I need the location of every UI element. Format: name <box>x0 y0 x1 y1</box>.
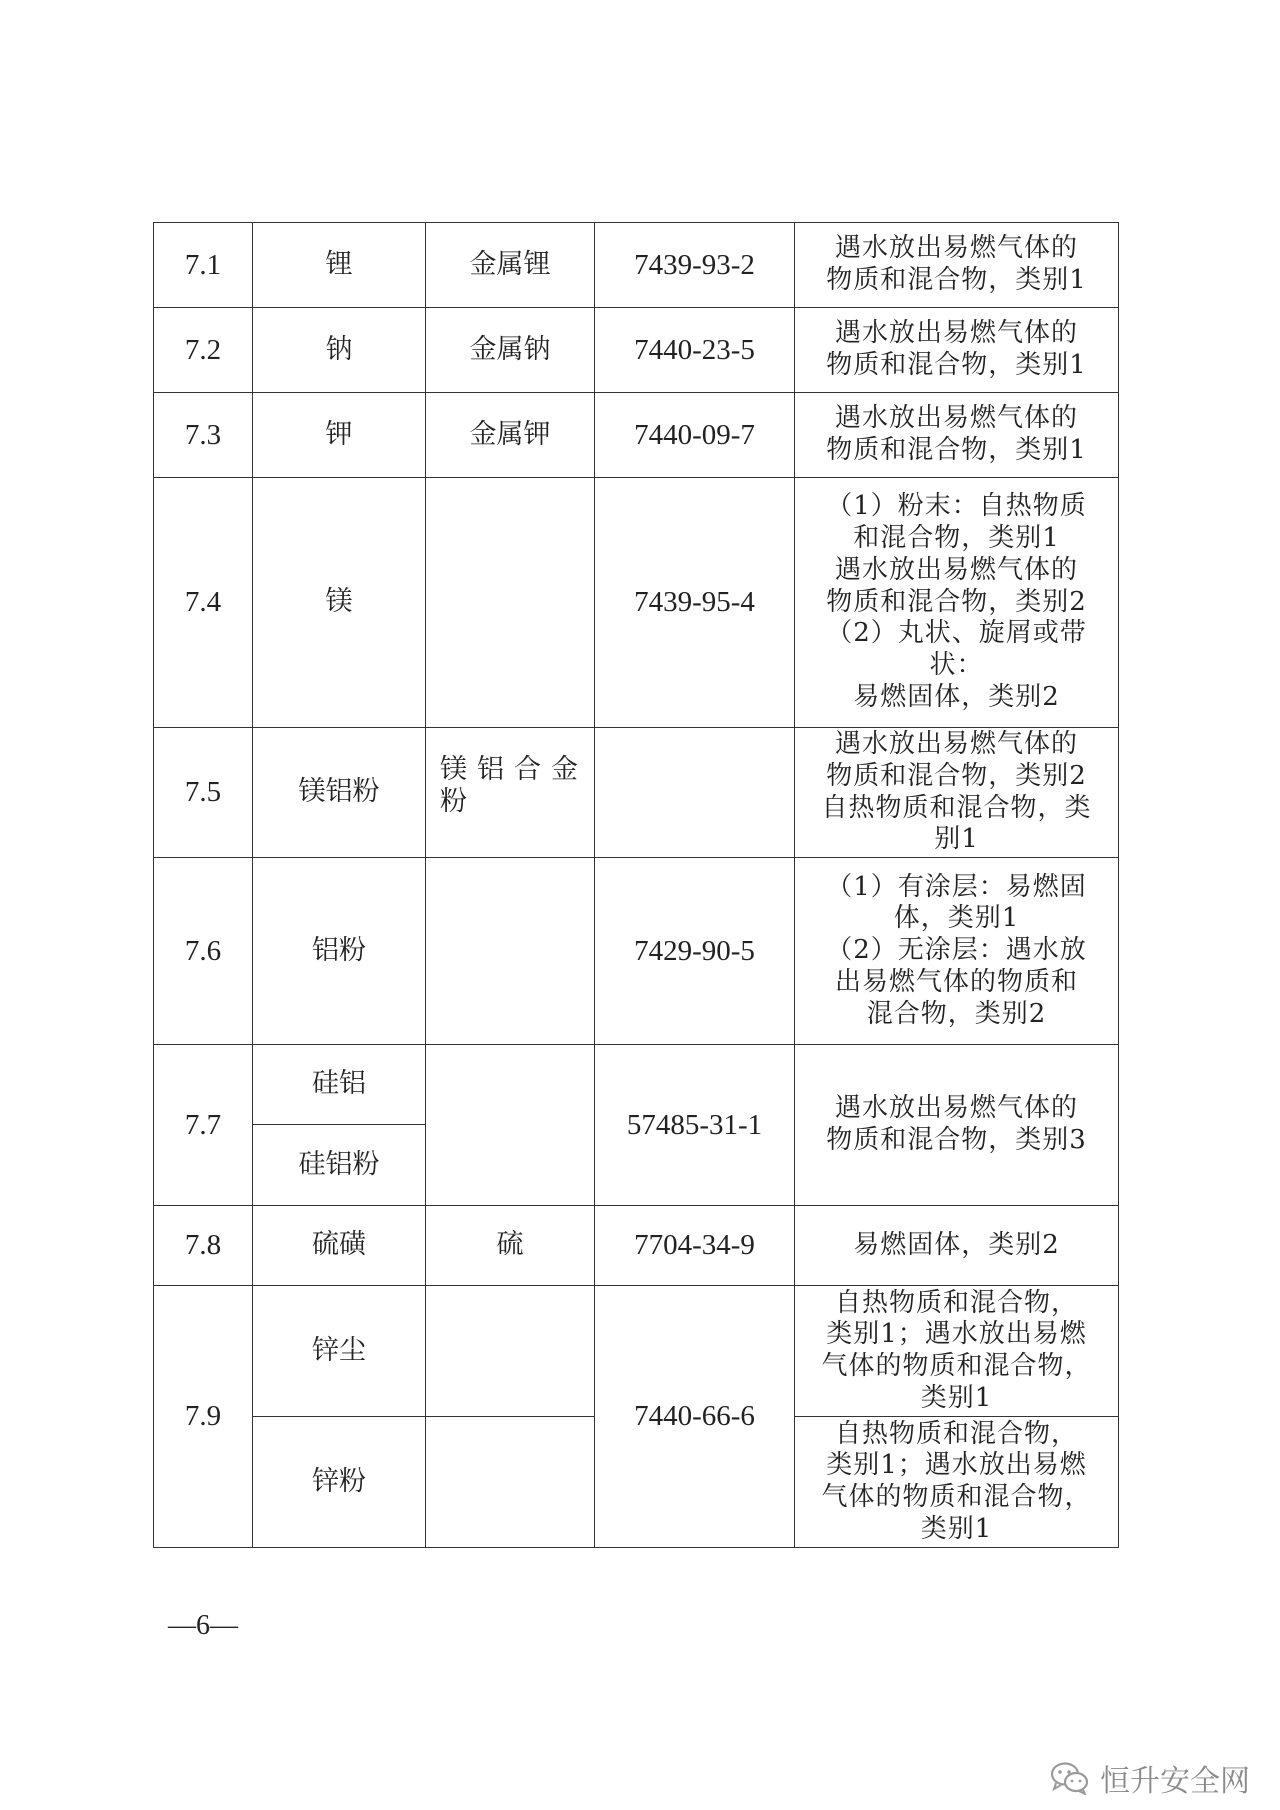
hazard-class: （1）粉末：自热物质 和混合物，类别1 遇水放出易燃气体的 物质和混合物，类别2 （2）丸状、旋屑或带 状： 易燃固体，类别2 <box>795 478 1119 728</box>
row-number: 7.6 <box>154 858 253 1045</box>
hazard-class: 遇水放出易燃气体的 物质和混合物，类别3 <box>795 1045 1119 1206</box>
chemical-name: 镁 <box>253 478 426 728</box>
cas-number: 7439-95-4 <box>595 478 795 728</box>
hazard-class: 易燃固体，类别2 <box>795 1206 1119 1286</box>
hazard-class: 自热物质和混合物， 类别1；遇水放出易燃 气体的物质和混合物， 类别1 <box>795 1286 1119 1417</box>
table-row <box>154 1045 1119 1125</box>
wechat-icon <box>1050 1761 1090 1795</box>
cas-number: 7440-23-5 <box>595 308 795 393</box>
chemical-alias <box>426 1286 595 1417</box>
table-row <box>154 1286 1119 1417</box>
hazard-class: 遇水放出易燃气体的 物质和混合物，类别1 <box>795 393 1119 478</box>
table-row <box>154 478 1119 728</box>
cas-number: 57485-31-1 <box>595 1045 795 1206</box>
hazard-class: 遇水放出易燃气体的 物质和混合物，类别1 <box>795 223 1119 308</box>
chemical-alias <box>426 478 595 728</box>
chemical-name: 硅铝 <box>253 1045 426 1125</box>
table-row <box>154 728 1119 858</box>
chemical-name: 铝粉 <box>253 858 426 1045</box>
cas-number: 7440-09-7 <box>595 393 795 478</box>
chemical-name: 镁铝粉 <box>253 728 426 858</box>
chemical-name: 锌尘 <box>253 1286 426 1417</box>
chemical-name: 硫磺 <box>253 1206 426 1286</box>
chemical-name: 锌粉 <box>253 1417 426 1548</box>
hazard-class: 遇水放出易燃气体的 物质和混合物，类别2 自热物质和混合物，类 别1 <box>795 728 1119 858</box>
chemical-alias: 金属钾 <box>426 393 595 478</box>
table-row <box>154 223 1119 308</box>
row-number: 7.3 <box>154 393 253 478</box>
hazard-class: 自热物质和混合物， 类别1；遇水放出易燃 气体的物质和混合物， 类别1 <box>795 1417 1119 1548</box>
row-number: 7.4 <box>154 478 253 728</box>
cas-number: 7439-93-2 <box>595 223 795 308</box>
row-number: 7.7 <box>154 1045 253 1206</box>
table-row <box>154 858 1119 1045</box>
chemical-alias <box>426 1045 595 1206</box>
table-row <box>154 308 1119 393</box>
watermark <box>1050 1756 1250 1800</box>
chemical-alias <box>426 1417 595 1548</box>
row-number: 7.1 <box>154 223 253 308</box>
table-row <box>154 393 1119 478</box>
hazard-class: 遇水放出易燃气体的 物质和混合物，类别1 <box>795 308 1119 393</box>
row-number: 7.9 <box>154 1286 253 1548</box>
cas-number <box>595 728 795 858</box>
row-number: 7.2 <box>154 308 253 393</box>
cas-number: 7704-34-9 <box>595 1206 795 1286</box>
chemical-alias: 镁铝合金 粉 <box>426 728 595 858</box>
watermark-text: 恒升安全网 <box>1100 1764 1250 1799</box>
chemical-alias: 硫 <box>426 1206 595 1286</box>
chemical-name: 钠 <box>253 308 426 393</box>
page-number: —6— <box>168 1610 238 1641</box>
chemical-name: 硅铝粉 <box>253 1125 426 1206</box>
chemical-name: 钾 <box>253 393 426 478</box>
row-number: 7.8 <box>154 1206 253 1286</box>
chemical-alias: 金属钠 <box>426 308 595 393</box>
row-number: 7.5 <box>154 728 253 858</box>
chemical-name: 锂 <box>253 223 426 308</box>
hazardous-chemicals-table <box>153 222 1119 1548</box>
chemical-alias <box>426 858 595 1045</box>
cas-number: 7440-66-6 <box>595 1286 795 1548</box>
table-row <box>154 1206 1119 1286</box>
cas-number: 7429-90-5 <box>595 858 795 1045</box>
hazard-class: （1）有涂层：易燃固 体，类别1 （2）无涂层：遇水放 出易燃气体的物质和 混合物，类别2 <box>795 858 1119 1045</box>
chemical-alias: 金属锂 <box>426 223 595 308</box>
